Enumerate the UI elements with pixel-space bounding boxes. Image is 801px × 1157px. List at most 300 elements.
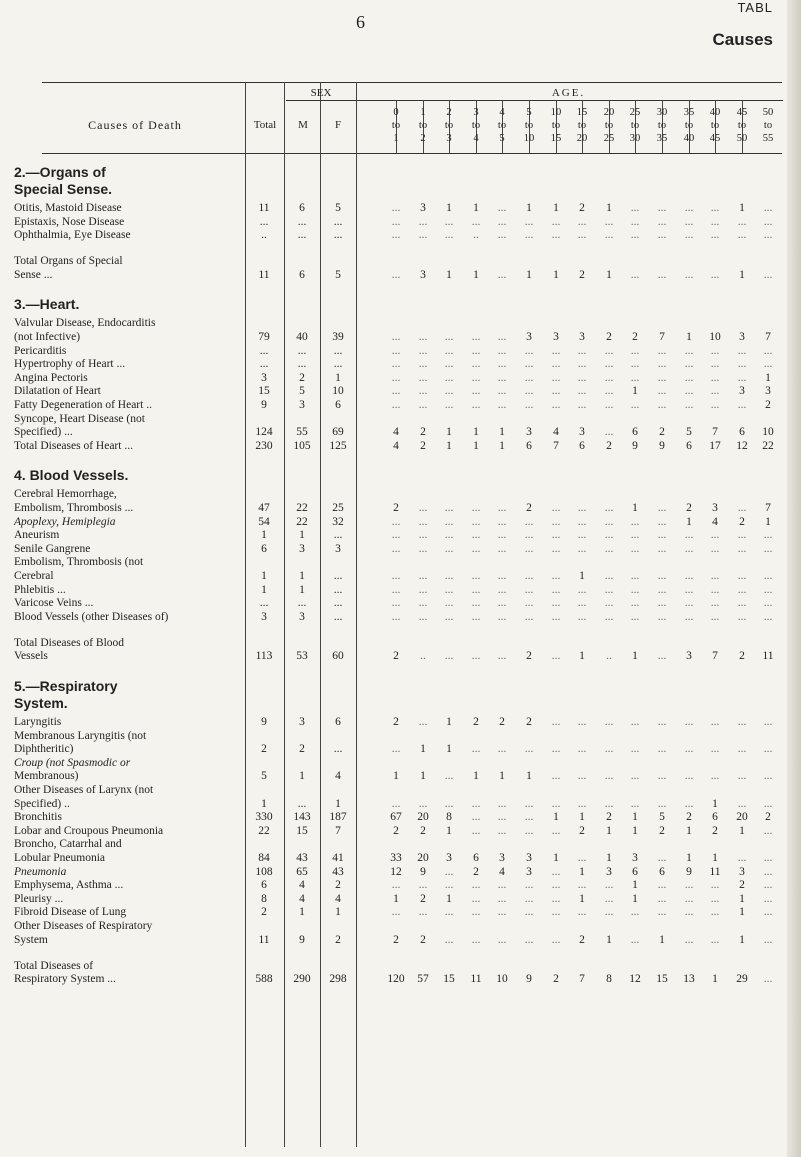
row-label: Emphysema, Asthma ... <box>14 879 124 892</box>
cell-age: ... <box>657 583 667 596</box>
cell-age: 11 <box>709 865 721 878</box>
cell-age: ... <box>471 542 481 555</box>
cell-age: ... <box>418 716 428 728</box>
cell-total: 3 <box>261 371 267 384</box>
cell-age: ... <box>497 358 507 371</box>
cell-age: ... <box>444 529 454 542</box>
row-label: Dilatation of Heart <box>14 385 101 398</box>
cell-age: ... <box>391 215 401 228</box>
cell-age: ... <box>524 229 534 242</box>
cell-age: ... <box>684 906 694 919</box>
cell-age: 2 <box>473 865 479 878</box>
cell-male: 143 <box>293 811 311 824</box>
cell-age: 3 <box>526 331 532 343</box>
cell-male: ... <box>297 358 307 371</box>
row-label: Membranous Laryngitis (not <box>14 729 147 742</box>
cell-age: 1 <box>579 811 585 824</box>
cell-male: 290 <box>293 973 311 986</box>
age-group-header: 10 to 15 <box>550 107 562 144</box>
cell-male: 4 <box>299 879 305 892</box>
cell-age: 7 <box>659 331 665 343</box>
row-label: System <box>14 933 48 946</box>
cell-age: ... <box>710 268 720 281</box>
cell-age: ... <box>551 933 561 946</box>
cell-age: 9 <box>420 865 426 878</box>
cell-age: ... <box>577 770 587 783</box>
cell-age: 1 <box>579 892 585 905</box>
row-label: Sense ... <box>14 268 53 281</box>
cell-age: ... <box>657 371 667 384</box>
cell-age: ... <box>551 770 561 783</box>
page-edge <box>787 0 801 1157</box>
cell-age: ... <box>604 610 614 623</box>
section-heading: 4. Blood Vessels. <box>14 467 129 484</box>
row-label: Total Diseases of Heart ... <box>14 439 133 452</box>
cell-age: ... <box>524 529 534 542</box>
cell-age: ... <box>737 529 747 542</box>
cell-female: 32 <box>332 515 344 528</box>
row-label: Embolism, Thrombosis ... <box>14 502 134 514</box>
cell-age: ... <box>577 610 587 623</box>
cell-age: 1 <box>739 906 745 919</box>
cell-age: ... <box>657 515 667 528</box>
cell-age: 17 <box>709 439 721 452</box>
cell-age: .. <box>606 650 612 663</box>
cell-female: ... <box>333 570 343 582</box>
cell-age: ... <box>710 716 720 728</box>
cell-age: ... <box>391 743 401 756</box>
row-label: Otitis, Mastoid Disease <box>14 202 122 214</box>
cell-age: ... <box>763 933 773 946</box>
cell-age: 6 <box>473 852 479 864</box>
cell-total: ... <box>259 344 269 357</box>
cell-female: 4 <box>335 892 341 905</box>
cell-age: ... <box>391 344 401 357</box>
cell-age: ... <box>710 610 720 623</box>
cell-age: ... <box>630 529 640 542</box>
cell-age: 2 <box>393 650 399 663</box>
cell-age: ... <box>604 358 614 371</box>
cell-age: ... <box>551 502 561 514</box>
cell-female: 2 <box>335 933 341 946</box>
cell-age: 3 <box>739 865 745 878</box>
row-label: Lobar and Croupous Pneumonia <box>14 824 164 837</box>
cell-age: ... <box>391 583 401 596</box>
cell-age: ... <box>444 906 454 919</box>
cell-age: ... <box>577 906 587 919</box>
cell-age: 3 <box>526 865 532 878</box>
cell-age: ... <box>657 852 667 864</box>
cell-age: ... <box>444 344 454 357</box>
cell-age: ... <box>524 824 534 837</box>
cell-total: 330 <box>255 811 273 824</box>
cell-age: ... <box>763 529 773 542</box>
cell-age: ... <box>577 358 587 371</box>
cell-age: 7 <box>712 650 718 663</box>
cell-age: ... <box>604 229 614 242</box>
cell-age: 2 <box>393 933 399 946</box>
cell-age: ... <box>710 344 720 357</box>
cell-age: ... <box>657 906 667 919</box>
cell-age: 3 <box>526 426 532 439</box>
cell-total: 22 <box>258 824 270 837</box>
cell-age: ... <box>657 770 667 783</box>
section-heading: Special Sense. <box>14 181 113 197</box>
cell-age: ... <box>391 610 401 623</box>
row-label: Pericarditis <box>14 344 67 357</box>
cell-age: ... <box>471 743 481 756</box>
cell-age: 15 <box>443 973 455 986</box>
cell-age: 2 <box>765 399 771 411</box>
cell-age: ... <box>604 770 614 783</box>
cell-age: ... <box>444 933 454 946</box>
cell-age: ... <box>710 229 720 242</box>
cell-age: 1 <box>739 268 745 281</box>
cell-age: ... <box>737 583 747 596</box>
row-label: Total Organs of Special <box>14 255 123 268</box>
cell-age: ... <box>471 358 481 371</box>
cell-age: ... <box>577 229 587 242</box>
cell-age: 6 <box>632 865 638 878</box>
cell-age: 12 <box>390 865 402 878</box>
cell-age: 1 <box>606 202 612 214</box>
cell-age: 6 <box>739 426 745 439</box>
cell-age: ... <box>737 716 747 728</box>
age-group-header: 45 to 50 <box>736 107 748 144</box>
cell-age: ... <box>763 268 773 281</box>
cell-age: ... <box>551 597 561 610</box>
row-label: Cerebral Hemorrhage, <box>14 488 117 501</box>
cell-male: 3 <box>299 716 305 728</box>
cell-age: ... <box>391 331 401 343</box>
cell-age: ... <box>551 892 561 905</box>
cell-total: 9 <box>261 399 267 411</box>
cell-age: ... <box>630 797 640 810</box>
cell-age: ... <box>524 385 534 398</box>
cell-male: 43 <box>296 852 308 864</box>
section-heading: 3.—Heart. <box>14 296 80 313</box>
row-label: Angina Pectoris <box>14 371 88 384</box>
cell-total: 1 <box>261 529 267 542</box>
cell-age: 3 <box>446 852 452 864</box>
cell-age: ... <box>657 892 667 905</box>
cell-age: ... <box>630 202 640 214</box>
age-group-header: 35 to 40 <box>683 107 695 144</box>
cell-age: 1 <box>446 892 452 905</box>
cell-age: ... <box>684 743 694 756</box>
cell-age: ... <box>471 215 481 228</box>
cell-age: ... <box>657 797 667 810</box>
cell-age: 67 <box>390 811 402 824</box>
cell-age: 3 <box>579 426 585 439</box>
row-label: Vessels <box>14 650 48 663</box>
cell-age: ... <box>551 542 561 555</box>
cell-female: 60 <box>332 650 344 663</box>
cell-age: ... <box>391 202 401 214</box>
cell-age: ... <box>444 865 454 878</box>
cell-age: ... <box>577 385 587 398</box>
cell-age: ... <box>657 650 667 663</box>
cell-age: ... <box>444 650 454 663</box>
cell-age: ... <box>684 933 694 946</box>
cell-age: 1 <box>606 824 612 837</box>
cell-total: 6 <box>261 879 267 892</box>
cell-age: ... <box>577 529 587 542</box>
cell-age: ... <box>710 743 720 756</box>
cell-age: ... <box>497 879 507 892</box>
cell-age: ... <box>604 502 614 514</box>
cell-age: ... <box>524 570 534 582</box>
cell-age: ... <box>471 344 481 357</box>
cell-age: 12 <box>629 973 641 986</box>
cell-age: ... <box>418 583 428 596</box>
cell-age: 3 <box>499 852 505 864</box>
row-label: Apoplexy, Hemiplegia <box>14 515 116 528</box>
cell-age: 1 <box>420 770 426 783</box>
cell-age: ... <box>391 399 401 411</box>
cell-age: ... <box>471 797 481 810</box>
cell-age: ... <box>524 597 534 610</box>
cell-total: 5 <box>261 770 267 783</box>
cell-age: ... <box>418 529 428 542</box>
cell-age: ... <box>657 542 667 555</box>
cell-age: ... <box>497 344 507 357</box>
cell-age: 1 <box>553 852 559 864</box>
cell-age: 2 <box>606 811 612 824</box>
age-group-header: 30 to 35 <box>656 107 668 144</box>
cell-age: ... <box>763 797 773 810</box>
cell-total: 11 <box>258 933 270 946</box>
cell-age: ... <box>657 743 667 756</box>
cell-age: ... <box>657 202 667 214</box>
cell-age: ... <box>391 268 401 281</box>
row-label: Other Diseases of Larynx (not <box>14 784 154 796</box>
sex-rule <box>286 100 783 101</box>
cell-age: 10 <box>762 426 774 439</box>
cell-female: ... <box>333 529 343 542</box>
cell-age: ... <box>471 811 481 824</box>
cell-age: ... <box>684 892 694 905</box>
cell-age: ... <box>551 570 561 582</box>
row-label: Senile Gangrene <box>14 542 91 555</box>
cell-total: 108 <box>255 865 273 878</box>
cell-age: 10 <box>709 331 721 343</box>
cell-male: ... <box>297 215 307 228</box>
cell-age: ... <box>391 797 401 810</box>
cell-age: 2 <box>659 426 665 439</box>
cell-age: ... <box>710 892 720 905</box>
cell-age: ... <box>763 879 773 892</box>
cell-age: ... <box>418 597 428 610</box>
cell-age: ... <box>657 716 667 728</box>
cell-age: ... <box>497 371 507 384</box>
row-label: Pneumonia <box>14 865 67 878</box>
cell-age: ... <box>630 229 640 242</box>
cell-age: 2 <box>420 439 426 452</box>
cell-total: 9 <box>261 716 267 728</box>
cell-age: ... <box>444 229 454 242</box>
column-rule <box>356 82 357 1147</box>
cell-age: ... <box>630 583 640 596</box>
cell-total: 2 <box>261 743 267 756</box>
cell-age: ... <box>444 215 454 228</box>
cell-age: ... <box>710 583 720 596</box>
cell-age: ... <box>497 824 507 837</box>
cell-age: ... <box>710 597 720 610</box>
cell-age: ... <box>763 597 773 610</box>
cell-age: ... <box>657 597 667 610</box>
cell-age: ... <box>471 515 481 528</box>
cell-age: ... <box>524 892 534 905</box>
cell-female: 43 <box>332 865 344 878</box>
cell-age: ... <box>763 852 773 864</box>
cell-age: ... <box>710 529 720 542</box>
cell-age: ... <box>737 770 747 783</box>
cell-male: 9 <box>299 933 305 946</box>
cell-age: ... <box>630 610 640 623</box>
cell-age: ... <box>497 399 507 411</box>
cell-female: ... <box>333 358 343 371</box>
cell-age: 3 <box>712 502 718 514</box>
cell-age: 4 <box>712 515 718 528</box>
age-group-header: 5 to 10 <box>523 107 535 144</box>
cell-age: 1 <box>712 973 718 986</box>
cell-age: ... <box>763 229 773 242</box>
cell-age: ... <box>604 515 614 528</box>
cell-age: 5 <box>659 811 665 824</box>
cell-female: 39 <box>332 331 344 343</box>
cell-age: ... <box>497 202 507 214</box>
row-label: Total Diseases of Blood <box>14 636 125 649</box>
cell-age: ... <box>444 879 454 892</box>
cell-age: 1 <box>606 933 612 946</box>
cell-age: ... <box>471 570 481 582</box>
header-sex: SEX <box>310 87 332 99</box>
cell-age: 1 <box>553 202 559 214</box>
cell-female: 6 <box>335 399 341 411</box>
cell-age: ... <box>471 879 481 892</box>
cell-age: ... <box>551 865 561 878</box>
cell-age: 1 <box>739 202 745 214</box>
cell-female: 5 <box>335 202 341 214</box>
age-group-header: 1 to 2 <box>418 107 428 144</box>
cell-female: 4 <box>335 770 341 783</box>
cell-age: 3 <box>739 331 745 343</box>
cell-age: ... <box>737 358 747 371</box>
cell-age: ... <box>497 906 507 919</box>
cell-age: 33 <box>390 852 402 864</box>
cell-age: ... <box>763 583 773 596</box>
age-group-header: 4 to 5 <box>497 107 507 144</box>
cell-age: 2 <box>579 268 585 281</box>
cell-age: ... <box>737 371 747 384</box>
cell-male: 6 <box>299 202 305 214</box>
cell-age: ... <box>657 385 667 398</box>
cell-age: ... <box>471 610 481 623</box>
cell-female: 1 <box>335 797 341 810</box>
cell-total: .. <box>261 229 267 242</box>
cell-age: ... <box>551 583 561 596</box>
cell-age: ... <box>524 542 534 555</box>
cell-total: 15 <box>258 385 270 398</box>
cell-age: ... <box>657 358 667 371</box>
cell-age: ... <box>577 583 587 596</box>
row-label: Membranous) <box>14 770 79 783</box>
cell-age: ... <box>604 570 614 582</box>
cell-age: 2 <box>420 892 426 905</box>
row-label: Cerebral <box>14 570 54 582</box>
cell-age: 1 <box>579 865 585 878</box>
cell-age: 3 <box>420 202 426 214</box>
cell-age: 4 <box>499 865 505 878</box>
cell-female: 41 <box>332 852 344 864</box>
cell-age: 1 <box>686 852 692 864</box>
cell-age: ... <box>604 597 614 610</box>
cell-male: 22 <box>296 515 308 528</box>
cell-age: ... <box>684 570 694 582</box>
row-label: (not Infective) <box>14 331 81 343</box>
cell-age: 8 <box>446 811 452 824</box>
cell-age: ... <box>630 716 640 728</box>
cell-age: ... <box>551 385 561 398</box>
cell-age: ... <box>444 597 454 610</box>
cell-age: ... <box>471 371 481 384</box>
cell-age: ... <box>710 215 720 228</box>
row-label: Ophthalmia, Eye Disease <box>14 229 131 242</box>
cell-age: ... <box>763 892 773 905</box>
cell-age: ... <box>604 892 614 905</box>
cell-age: 1 <box>473 202 479 214</box>
cell-age: 1 <box>579 570 585 582</box>
row-label: Fibroid Disease of Lung <box>14 906 127 919</box>
cell-age: ... <box>497 215 507 228</box>
cell-age: ... <box>497 268 507 281</box>
cell-age: ... <box>551 344 561 357</box>
cell-male: ... <box>297 344 307 357</box>
cell-female: ... <box>333 344 343 357</box>
cell-age: ... <box>391 570 401 582</box>
header-age: AGE. <box>551 87 586 99</box>
cell-female: 1 <box>335 906 341 919</box>
cell-age: ... <box>418 229 428 242</box>
cell-age: ... <box>684 770 694 783</box>
cell-age: ... <box>471 331 481 343</box>
cell-female: 125 <box>329 439 347 452</box>
row-label: Laryngitis <box>14 716 62 728</box>
cell-male: ... <box>297 597 307 610</box>
cell-total: 6 <box>261 542 267 555</box>
cell-age: 3 <box>739 385 745 398</box>
age-group-header: 50 to 55 <box>762 107 774 144</box>
cell-age: ... <box>604 344 614 357</box>
cell-age: ... <box>391 906 401 919</box>
cell-age: ... <box>497 385 507 398</box>
cell-age: ... <box>551 797 561 810</box>
cell-age: 2 <box>739 650 745 663</box>
cell-age: ... <box>684 399 694 411</box>
cell-age: ... <box>630 371 640 384</box>
cell-age: ... <box>391 371 401 384</box>
cell-age: 1 <box>686 824 692 837</box>
cell-total: 8 <box>261 892 267 905</box>
cell-age: ... <box>471 824 481 837</box>
cell-age: ... <box>737 852 747 864</box>
cell-male: 1 <box>299 906 305 919</box>
cell-female: 1 <box>335 371 341 384</box>
cell-age: ... <box>630 906 640 919</box>
cell-age: ... <box>710 879 720 892</box>
cell-age: ... <box>763 358 773 371</box>
